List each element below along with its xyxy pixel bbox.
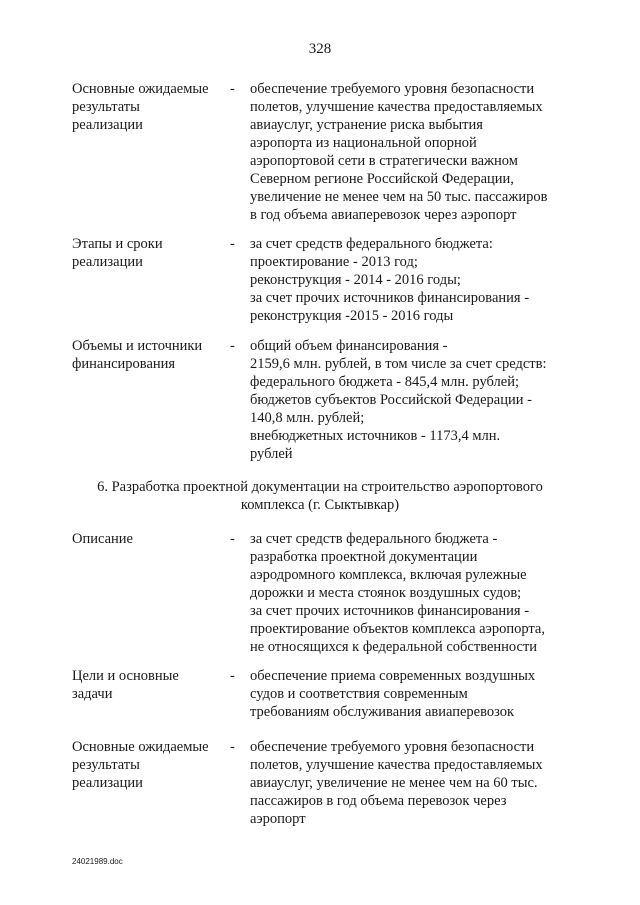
row-label: Цели и основные задачи bbox=[72, 668, 179, 702]
row-value: за счет средств федерального бюджета - разработка проектной документации аэродромного комплекса, включая рулежные дорожки и места стоянок воздушных судов; за счет прочих источников финансирования - проектирование объектов комплекса аэропорта, не относящихся к федеральной собственности bbox=[250, 531, 545, 655]
row-label: Основные ожидаемые результаты реализации bbox=[72, 81, 209, 133]
row-value: обеспечение требуемого уровня безопасности полетов, улучшение качества предоставляемых авиауслуг, увеличение не менее чем на 60 тыс. пассажиров в год объема перевозок через аэропорт bbox=[250, 739, 543, 827]
row-value: за счет средств федерального бюджета: проектирование - 2013 год; реконструкция - 2014 - 2016 годы; за счет прочих источников финансирования - реконструкция -2015 - 2016 годы bbox=[250, 236, 530, 324]
page-number: 328 bbox=[308, 41, 332, 57]
row-value: обеспечение требуемого уровня безопасности полетов, улучшение качества предоставляемых авиауслуг, устранение риска выбытия аэропорта из национальной опорной аэропортовой сети в стратегически важном Северном регионе Российской Федерации, увеличение не менее чем на 50 тыс. пассажиров в год объема авиаперевозок через аэропорт bbox=[250, 81, 548, 223]
row-dash: - bbox=[230, 531, 235, 547]
section-heading: 6. Разработка проектной документации на строительство аэропортового комплекса (г. Сыктывкар) bbox=[97, 479, 543, 513]
row-label: Этапы и сроки реализации bbox=[72, 236, 163, 270]
row-label: Основные ожидаемые результаты реализации bbox=[72, 739, 209, 791]
row-label: Объемы и источники финансирования bbox=[72, 338, 203, 372]
row-value: обеспечение приема современных воздушных судов и соответствия современным требованиям обслуживания авиаперевозок bbox=[250, 668, 536, 720]
row-dash: - bbox=[230, 236, 235, 252]
footer-filename: 24021989.doc bbox=[72, 857, 123, 866]
row-dash: - bbox=[230, 668, 235, 684]
row-dash: - bbox=[230, 338, 235, 354]
row-dash: - bbox=[230, 81, 235, 97]
row-value: общий объем финансирования - 2159,6 млн. рублей, в том числе за счет средств: федерального бюджета - 845,4 млн. рублей; бюджетов субъектов Российской Федерации - 140,8 млн. рублей; внебюджетных источников - 1173,4 млн. рублей bbox=[250, 338, 547, 462]
row-label: Описание bbox=[72, 531, 133, 547]
row-dash: - bbox=[230, 739, 235, 755]
